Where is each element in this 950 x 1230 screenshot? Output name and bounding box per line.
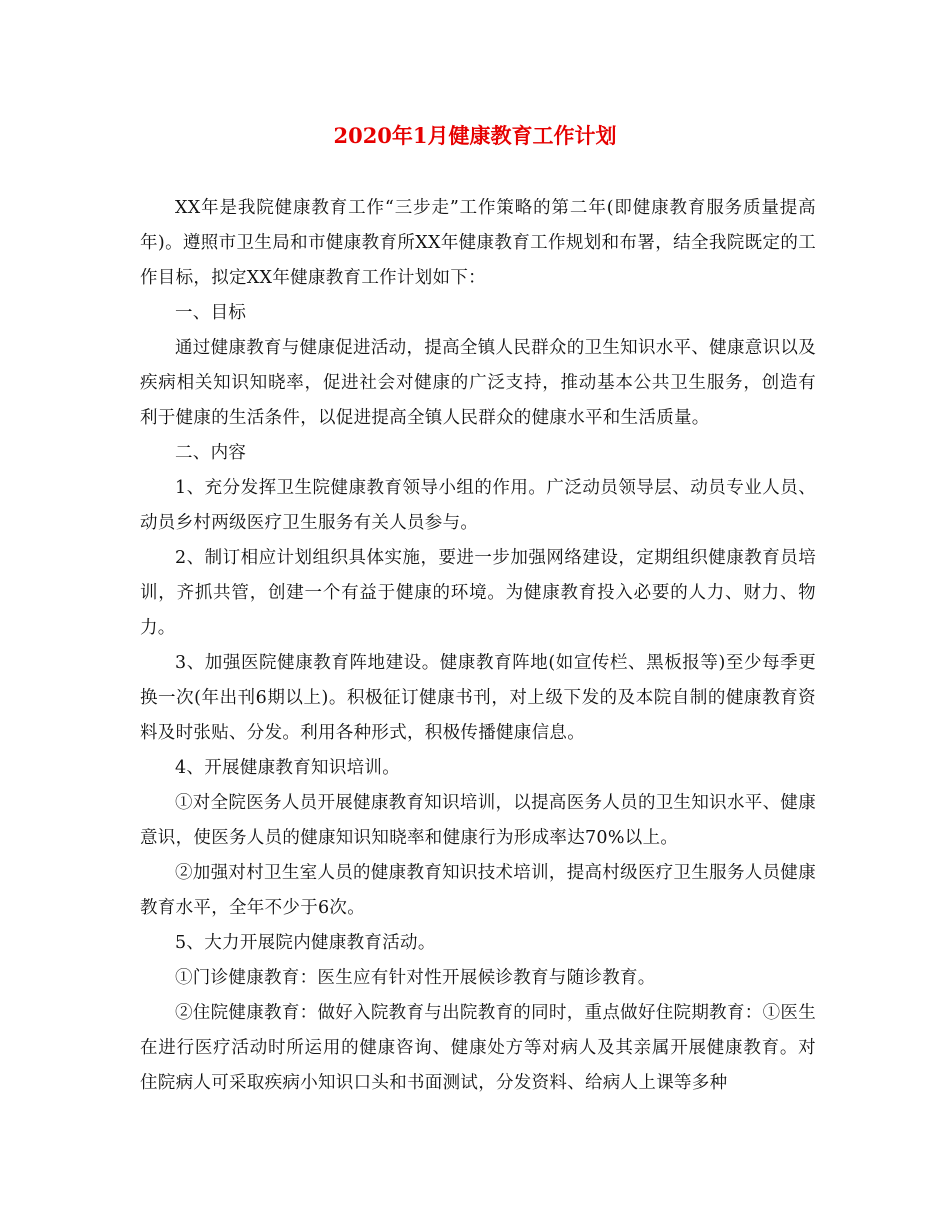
paragraph-item-5-sub-1: ①门诊健康教育：医生应有针对性开展候诊教育与随诊教育。	[175, 968, 656, 988]
paragraph-goal: 通过健康教育与健康促进活动，提高全镇人民群众的卫生知识水平、健康意识以及疾病相关知识知晓率，促进社会对健康的广泛支持，推动基本公共卫生服务，创造有利于健康的生活条件，以促进提高全镇人民群众的健康水平和生活质量。	[140, 338, 816, 428]
section-heading-goal: 一、目标	[175, 303, 247, 323]
paragraph-intro: XX年是我院健康教育工作“三步走”工作策略的第二年(即健康教育服务质量提高年)。遵照市卫生局和市健康教育所XX年健康教育工作规划和布署，结全我院既定的工作目标，拟定XX年健康教育工作计划如下：	[140, 198, 816, 288]
paragraph-item-4: 4、开展健康教育知识培训。	[175, 758, 401, 778]
paragraph-item-1: 1、充分发挥卫生院健康教育领导小组的作用。广泛动员领导层、动员专业人员、动员乡村两级医疗卫生服务有关人员参与。	[140, 478, 816, 533]
paragraph-item-5: 5、大力开展院内健康教育活动。	[175, 933, 436, 953]
section-heading-content: 二、内容	[175, 443, 247, 463]
paragraph-item-5-sub-2: ②住院健康教育：做好入院教育与出院教育的同时，重点做好住院期教育：①医生在进行医疗活动时所运用的健康咨询、健康处方等对病人及其亲属开展健康教育。对住院病人可采取疾病小知识口头和书面测试，分发资料、给病人上课等多种	[140, 1003, 816, 1093]
document-title: 2020年1月健康教育工作计划	[333, 123, 617, 148]
paragraph-item-4-sub-1: ①对全院医务人员开展健康教育知识培训，以提高医务人员的卫生知识水平、健康意识，使医务人员的健康知识知晓率和健康行为形成率达70%以上。	[140, 793, 816, 848]
paragraph-item-3: 3、加强医院健康教育阵地建设。健康教育阵地(如宣传栏、黑板报等)至少每季更换一次(年出刊6期以上)。积极征订健康书刊，对上级下发的及本院自制的健康教育资料及时张贴、分发。利用各种形式，积极传播健康信息。	[140, 653, 816, 743]
paragraph-item-4-sub-2: ②加强对村卫生室人员的健康教育知识技术培训，提高村级医疗卫生服务人员健康教育水平，全年不少于6次。	[140, 863, 816, 918]
document-body	[140, 191, 816, 1101]
paragraph-item-2: 2、制订相应计划组织具体实施，要进一步加强网络建设，定期组织健康教育员培训，齐抓共管，创建一个有益于健康的环境。为健康教育投入必要的人力、财力、物力。	[140, 548, 816, 638]
